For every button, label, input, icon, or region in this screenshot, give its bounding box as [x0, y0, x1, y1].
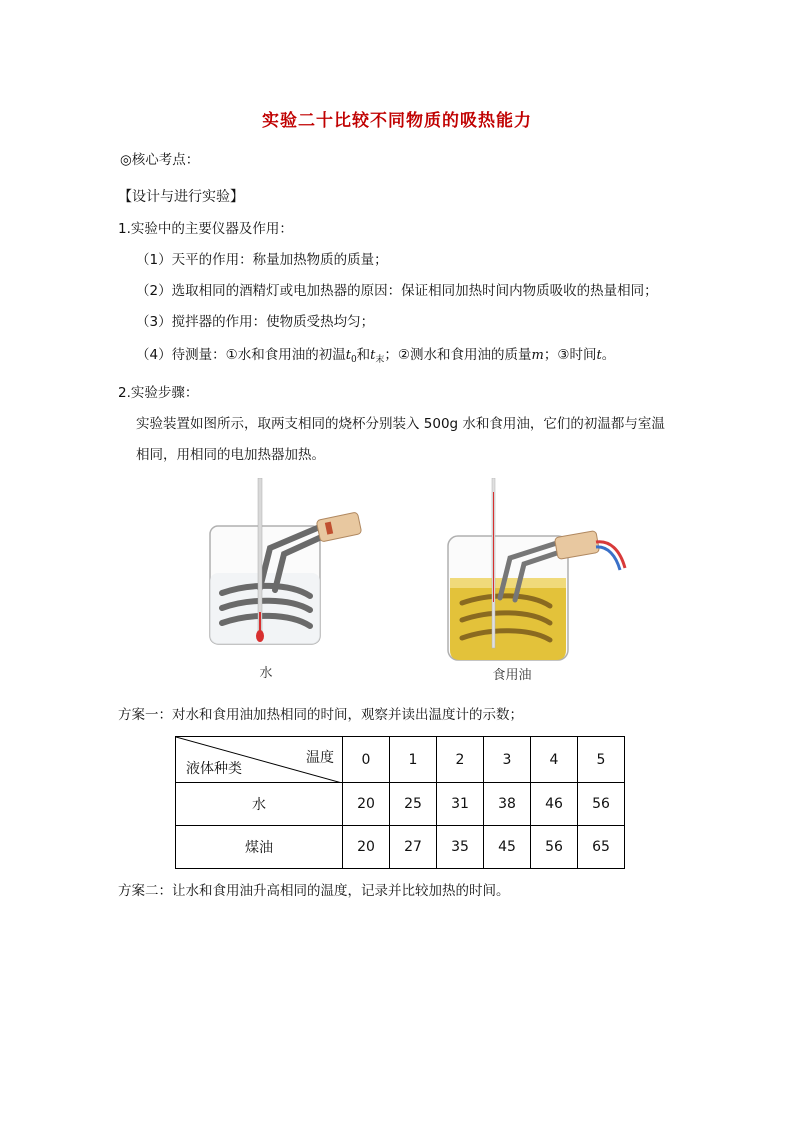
- item1-heading: 1.实验中的主要仪器及作用：: [118, 221, 293, 237]
- point4-end: 。: [601, 347, 616, 363]
- point4-and: 和: [356, 347, 371, 363]
- temperature-table: [175, 736, 625, 869]
- water-label: 水: [259, 666, 273, 681]
- section-heading: 【设计与进行实验】: [118, 189, 244, 205]
- table-cell: 25: [390, 783, 437, 826]
- table-cell: 31: [437, 783, 484, 826]
- final-temp-symbol: $t_末$: [370, 348, 385, 365]
- table-row: [176, 783, 625, 826]
- item1-point2: （2）选取相同的酒精灯或电加热器的原因：保证相同加热时间内物质吸收的热量相同；: [136, 283, 658, 299]
- point4-text-a: （4）待测量：①水和食用油的初温: [136, 347, 346, 363]
- item2-text-line1: 实验装置如图所示，取两支相同的烧杯分别装入 500g 水和食用油，它们的初温都与室温: [136, 416, 665, 432]
- oil-beaker-illustration: [448, 478, 625, 660]
- point4-text-c: ；③时间: [543, 347, 597, 363]
- item1-point4: [136, 345, 615, 370]
- item2-text-line2: 相同，用相同的电加热器加热。: [136, 447, 325, 463]
- item1-point3: （3）搅拌器的作用：使物质受热均匀；: [136, 314, 375, 330]
- table-cell: 56: [578, 783, 625, 826]
- column-header: 4: [531, 737, 578, 783]
- column-header: 5: [578, 737, 625, 783]
- table-cell: 56: [531, 826, 578, 869]
- table-cell: 38: [484, 783, 531, 826]
- table-cell: 27: [390, 826, 437, 869]
- mass-symbol: m: [531, 348, 544, 363]
- item1-point1: （1）天平的作用：称量加热物质的质量；: [136, 252, 388, 268]
- plan1-text: 方案一：对水和食用油加热相同的时间，观察并读出温度计的示数；: [118, 707, 523, 723]
- time-symbol: t: [596, 348, 602, 363]
- table-cell: 35: [437, 826, 484, 869]
- column-header: 2: [437, 737, 484, 783]
- table-header-row: [176, 737, 625, 783]
- core-points-label: ◎核心考点：: [120, 152, 200, 168]
- column-header: 0: [343, 737, 390, 783]
- header-temperature-label: 温度: [306, 750, 334, 766]
- point4-text-b: ；②测水和食用油的质量: [384, 347, 532, 363]
- water-beaker-illustration: [210, 478, 362, 644]
- table-cell: 45: [484, 826, 531, 869]
- row-label: 煤油: [176, 826, 343, 869]
- item2-heading: 2.实验步骤：: [118, 385, 199, 401]
- table-cell: 20: [343, 826, 390, 869]
- plan2-text: 方案二：让水和食用油升高相同的温度，记录并比较加热的时间。: [118, 883, 510, 899]
- row-label: 水: [176, 783, 343, 826]
- table-cell: 46: [531, 783, 578, 826]
- table-row: [176, 826, 625, 869]
- page-title: 实验二十比较不同物质的吸热能力: [262, 111, 532, 131]
- initial-temp-symbol: $t_0$: [345, 348, 357, 365]
- table-cell: 65: [578, 826, 625, 869]
- diagonal-header-cell: [176, 737, 343, 783]
- header-liquid-label: 液体种类: [186, 761, 242, 777]
- experiment-figure: [200, 478, 640, 688]
- column-header: 1: [390, 737, 437, 783]
- column-header: 3: [484, 737, 531, 783]
- table-cell: 20: [343, 783, 390, 826]
- oil-label: 食用油: [492, 668, 532, 683]
